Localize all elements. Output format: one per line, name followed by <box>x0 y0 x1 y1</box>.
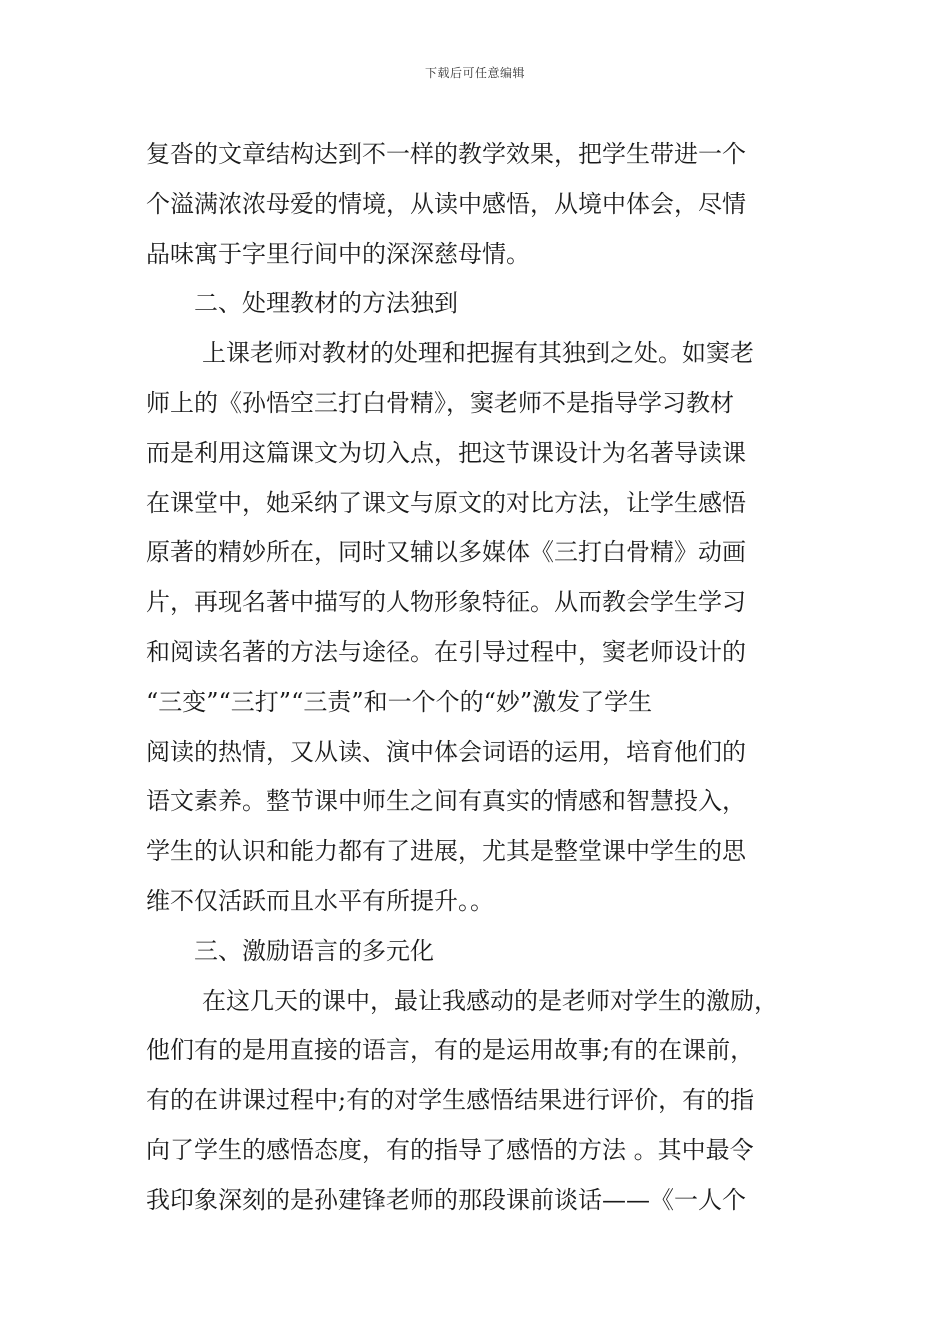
text-line: 品味寓于字里行间中的深深慈母情。 <box>146 239 530 268</box>
text-line: “三变”“三打”“三责”和一个个的“妙”激发了学生 <box>146 687 653 716</box>
section-heading: 二、处理教材的方法独到 <box>194 289 458 318</box>
text-line: 维不仅活跃而且水平有所提升。。 <box>146 886 494 915</box>
text-line: 个溢满浓浓母爱的情境，从读中感悟，从境中体会，尽情 <box>146 189 746 218</box>
page-header: 下载后可任意编辑 <box>424 66 525 80</box>
document-body <box>146 130 826 1226</box>
text-line: 我印象深刻的是孙建锋老师的那段课前谈话——《一人个 <box>146 1185 746 1214</box>
text-line: 片，再现名著中描写的人物形象特征。从而教会学生学习 <box>146 588 746 617</box>
text-line: 有的在讲课过程中;有的对学生感悟结果进行评价，有的指 <box>146 1086 755 1115</box>
text-line: 他们有的是用直接的语言，有的是运用故事;有的在课前， <box>146 1036 755 1065</box>
text-line: 阅读的热情，又从读、演中体会词语的运用，培育他们的 <box>146 737 746 766</box>
text-line: 和阅读名著的方法与途径。在引导过程中，窦老师设计的 <box>146 637 746 666</box>
text-line: 在这几天的课中，最让我感动的是老师对学生的激励， <box>202 986 778 1015</box>
text-line: 向了学生的感悟态度，有的指导了感悟的方法 。其中最令 <box>146 1135 754 1164</box>
text-line: 语文素养。整节课中师生之间有真实的情感和智慧投入， <box>146 787 746 816</box>
text-line: 上课老师对教材的处理和把握有其独到之处。如窦老 <box>202 339 754 368</box>
text-line: 而是利用这篇课文为切入点，把这节课设计为名著导读课 <box>146 438 746 467</box>
text-line: 在课堂中，她采纳了课文与原文的对比方法，让学生感悟 <box>146 488 746 517</box>
text-line: 学生的认识和能力都有了进展，尤其是整堂课中学生的思 <box>146 837 746 866</box>
section-heading: 三、激励语言的多元化 <box>194 936 434 965</box>
text-line: 师上的《孙悟空三打白骨精》，窦老师不是指导学习教材 <box>146 388 734 417</box>
text-line: 原著的精妙所在，同时又辅以多媒体《三打白骨精》动画 <box>146 538 746 567</box>
text-line: 复沓的文章结构达到不一样的教学效果，把学生带进一个 <box>146 140 746 168</box>
